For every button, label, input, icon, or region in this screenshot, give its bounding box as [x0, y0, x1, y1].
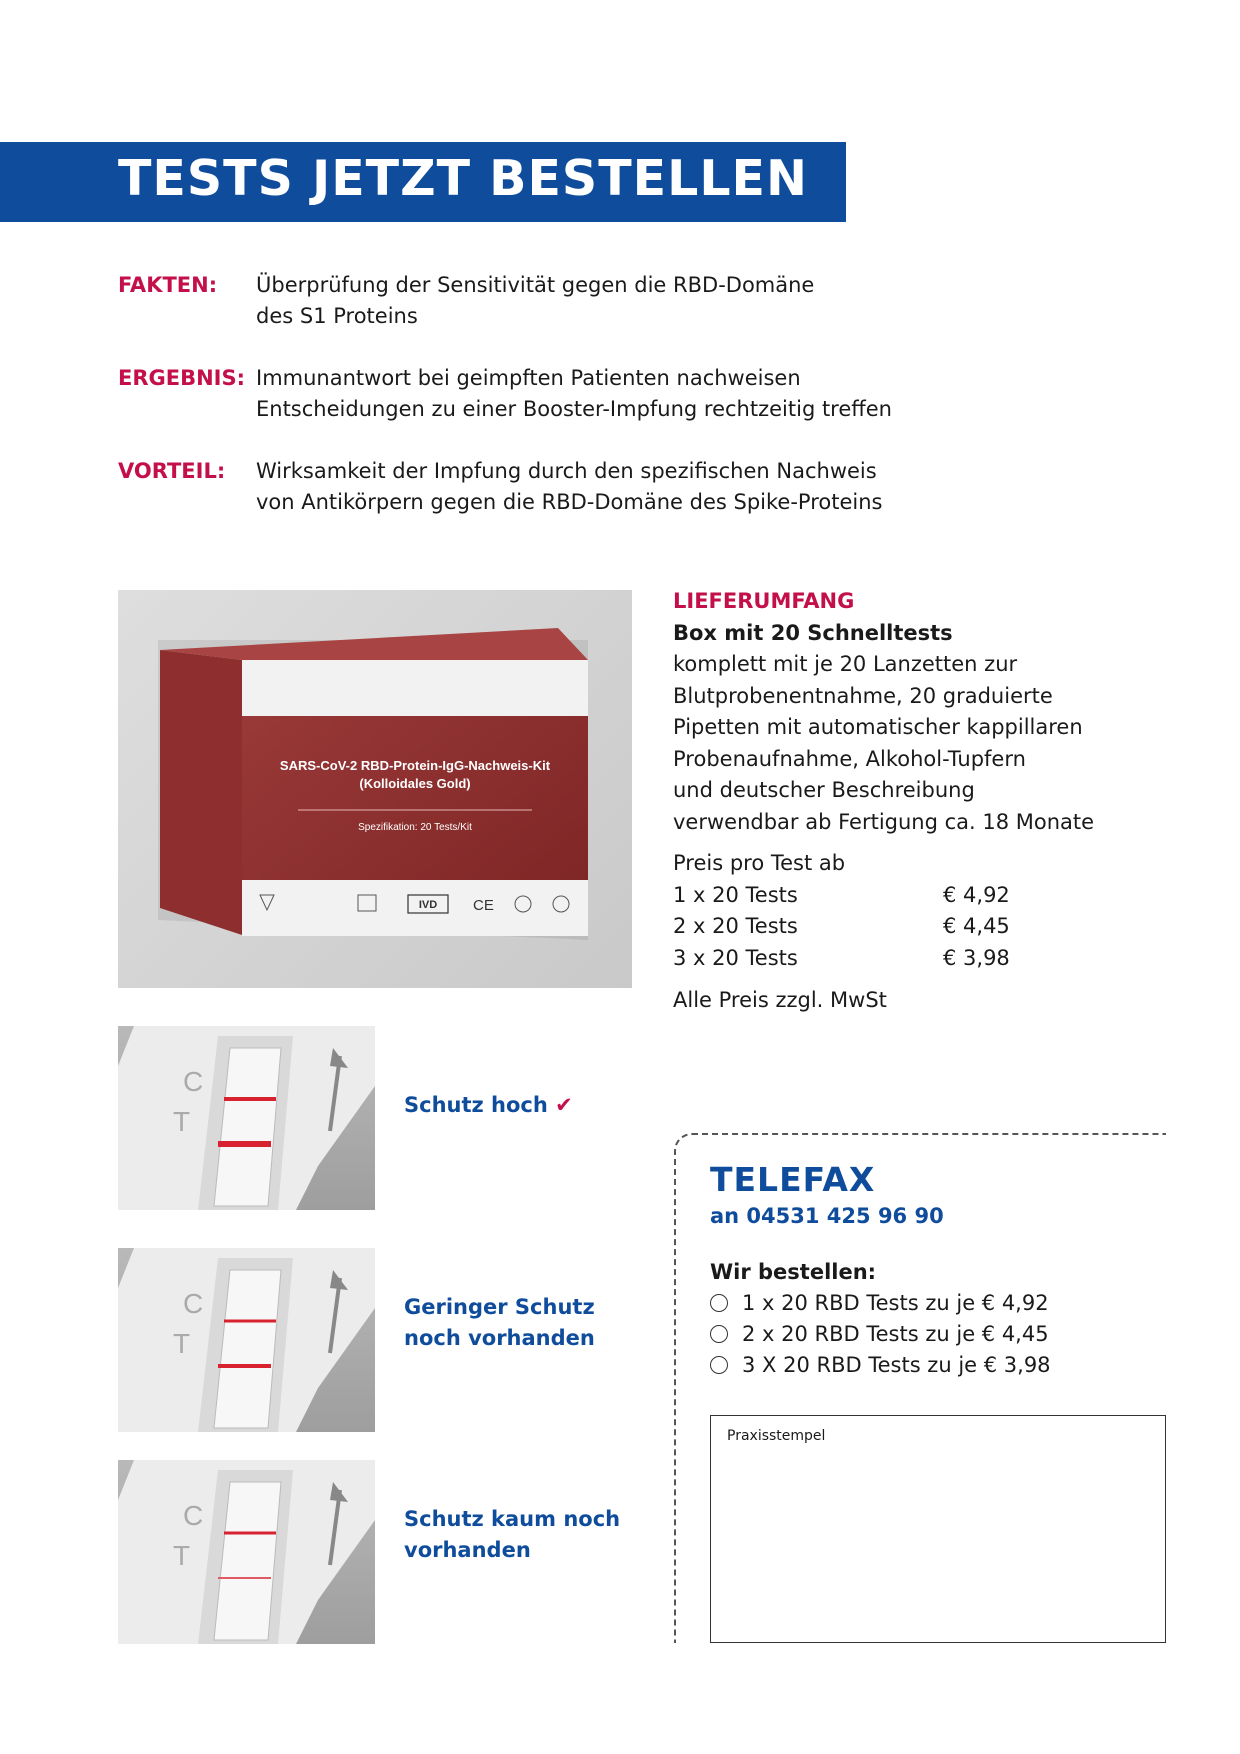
fact-line: Entscheidungen zu einer Booster-Impfung rechtzeitig treffen	[256, 397, 892, 421]
fact-line: von Antikörpern gegen die RBD-Domäne des Spike-Proteins	[256, 490, 883, 514]
price-amount: € 4,45	[943, 914, 1010, 938]
kit-spec: Spezifikation: 20 Tests/Kit	[358, 822, 472, 833]
order-option-1[interactable]	[710, 1291, 1049, 1315]
order-title: Wir bestellen:	[710, 1260, 877, 1284]
strip-caption-minimal	[404, 1504, 620, 1566]
fact-text	[256, 456, 956, 518]
product-box-image	[118, 590, 632, 988]
page-title: TESTS JETZT BESTELLEN	[118, 150, 809, 207]
fact-text	[256, 270, 956, 332]
delivery-line: komplett mit je 20 Lanzetten zur	[673, 652, 1018, 676]
price-qty: 1 x 20 Tests	[673, 882, 798, 907]
fact-line: Immunantwort bei geimpften Patienten nachweisen	[256, 366, 801, 390]
price-qty: 3 x 20 Tests	[673, 945, 798, 970]
strip-caption-line: vorhanden	[404, 1538, 531, 1562]
order-option-2[interactable]	[710, 1322, 1049, 1346]
strip-t-label: T	[173, 1540, 191, 1571]
delivery-title: LIEFERUMFANG	[673, 589, 855, 613]
delivery-line: Probenaufnahme, Alkohol-Tupfern	[673, 746, 1026, 771]
fact-label: FAKTEN:	[118, 273, 218, 297]
strip-caption-line: Geringer Schutz	[404, 1295, 595, 1319]
strip-t-label: T	[173, 1328, 191, 1359]
order-option-label: 2 x 20 RBD Tests zu je € 4,45	[742, 1322, 1049, 1346]
fact-line: des S1 Proteins	[256, 304, 418, 328]
order-option-label: 1 x 20 RBD Tests zu je € 4,92	[742, 1291, 1049, 1315]
fax-title: TELEFAX	[710, 1160, 876, 1199]
order-option-3[interactable]	[710, 1353, 1051, 1377]
fact-text	[256, 363, 956, 425]
order-option-label: 3 X 20 RBD Tests zu je € 3,98	[742, 1353, 1051, 1377]
kit-title-line2: (Kolloidales Gold)	[359, 776, 471, 791]
vat-note: Alle Preis zzgl. MwSt	[673, 988, 887, 1012]
delivery-line: und deutscher Beschreibung	[673, 778, 975, 802]
fax-number: an 04531 425 96 90	[710, 1204, 944, 1228]
fact-label: VORTEIL:	[118, 459, 226, 483]
checkmark-icon: ✔	[555, 1093, 573, 1117]
price-amount: € 3,98	[943, 945, 1010, 970]
strip-c-label: C	[183, 1288, 204, 1319]
strip-t-label: T	[173, 1106, 191, 1137]
strip-caption-low	[404, 1292, 595, 1354]
delivery-scope	[673, 586, 1213, 1017]
test-strip-image-high	[118, 1026, 375, 1210]
fact-line: Überprüfung der Sensitivität gegen die RBD-Domäne	[256, 273, 815, 297]
radio-button[interactable]	[710, 1294, 728, 1312]
strip-c-label: C	[183, 1500, 204, 1531]
radio-button[interactable]	[710, 1356, 728, 1374]
delivery-line: verwendbar ab Fertigung ca. 18 Monate	[673, 809, 1095, 834]
price-row	[673, 943, 1213, 975]
price-heading: Preis pro Test ab	[673, 851, 846, 875]
stamp-label: Praxisstempel	[727, 1428, 826, 1444]
price-row	[673, 880, 1213, 912]
strip-caption-high	[404, 1090, 573, 1121]
ivd-mark: IVD	[418, 899, 438, 911]
price-qty: 2 x 20 Tests	[673, 914, 798, 938]
fact-label: ERGEBNIS:	[118, 366, 246, 390]
radio-button[interactable]	[710, 1325, 728, 1343]
price-amount: € 4,92	[943, 882, 1010, 907]
strip-caption-line: noch vorhanden	[404, 1326, 595, 1350]
price-row	[673, 911, 1213, 943]
delivery-line: Pipetten mit automatischer kappillaren	[673, 715, 1083, 739]
delivery-subtitle: Box mit 20 Schnelltests	[673, 620, 953, 645]
ce-mark: CE	[473, 897, 494, 914]
fact-line: Wirksamkeit der Impfung durch den spezifischen Nachweis	[256, 459, 877, 483]
kit-title-line1: SARS-CoV-2 RBD-Protein-IgG-Nachweis-Kit	[279, 758, 551, 773]
strip-caption-line: Schutz hoch	[404, 1093, 548, 1117]
delivery-line: Blutprobenentnahme, 20 graduierte	[673, 683, 1053, 708]
practice-stamp-field[interactable]	[710, 1415, 1166, 1643]
test-strip-image-low	[118, 1248, 375, 1432]
test-strip-image-minimal	[118, 1460, 375, 1644]
strip-c-label: C	[183, 1066, 204, 1097]
strip-caption-line: Schutz kaum noch	[404, 1507, 621, 1531]
